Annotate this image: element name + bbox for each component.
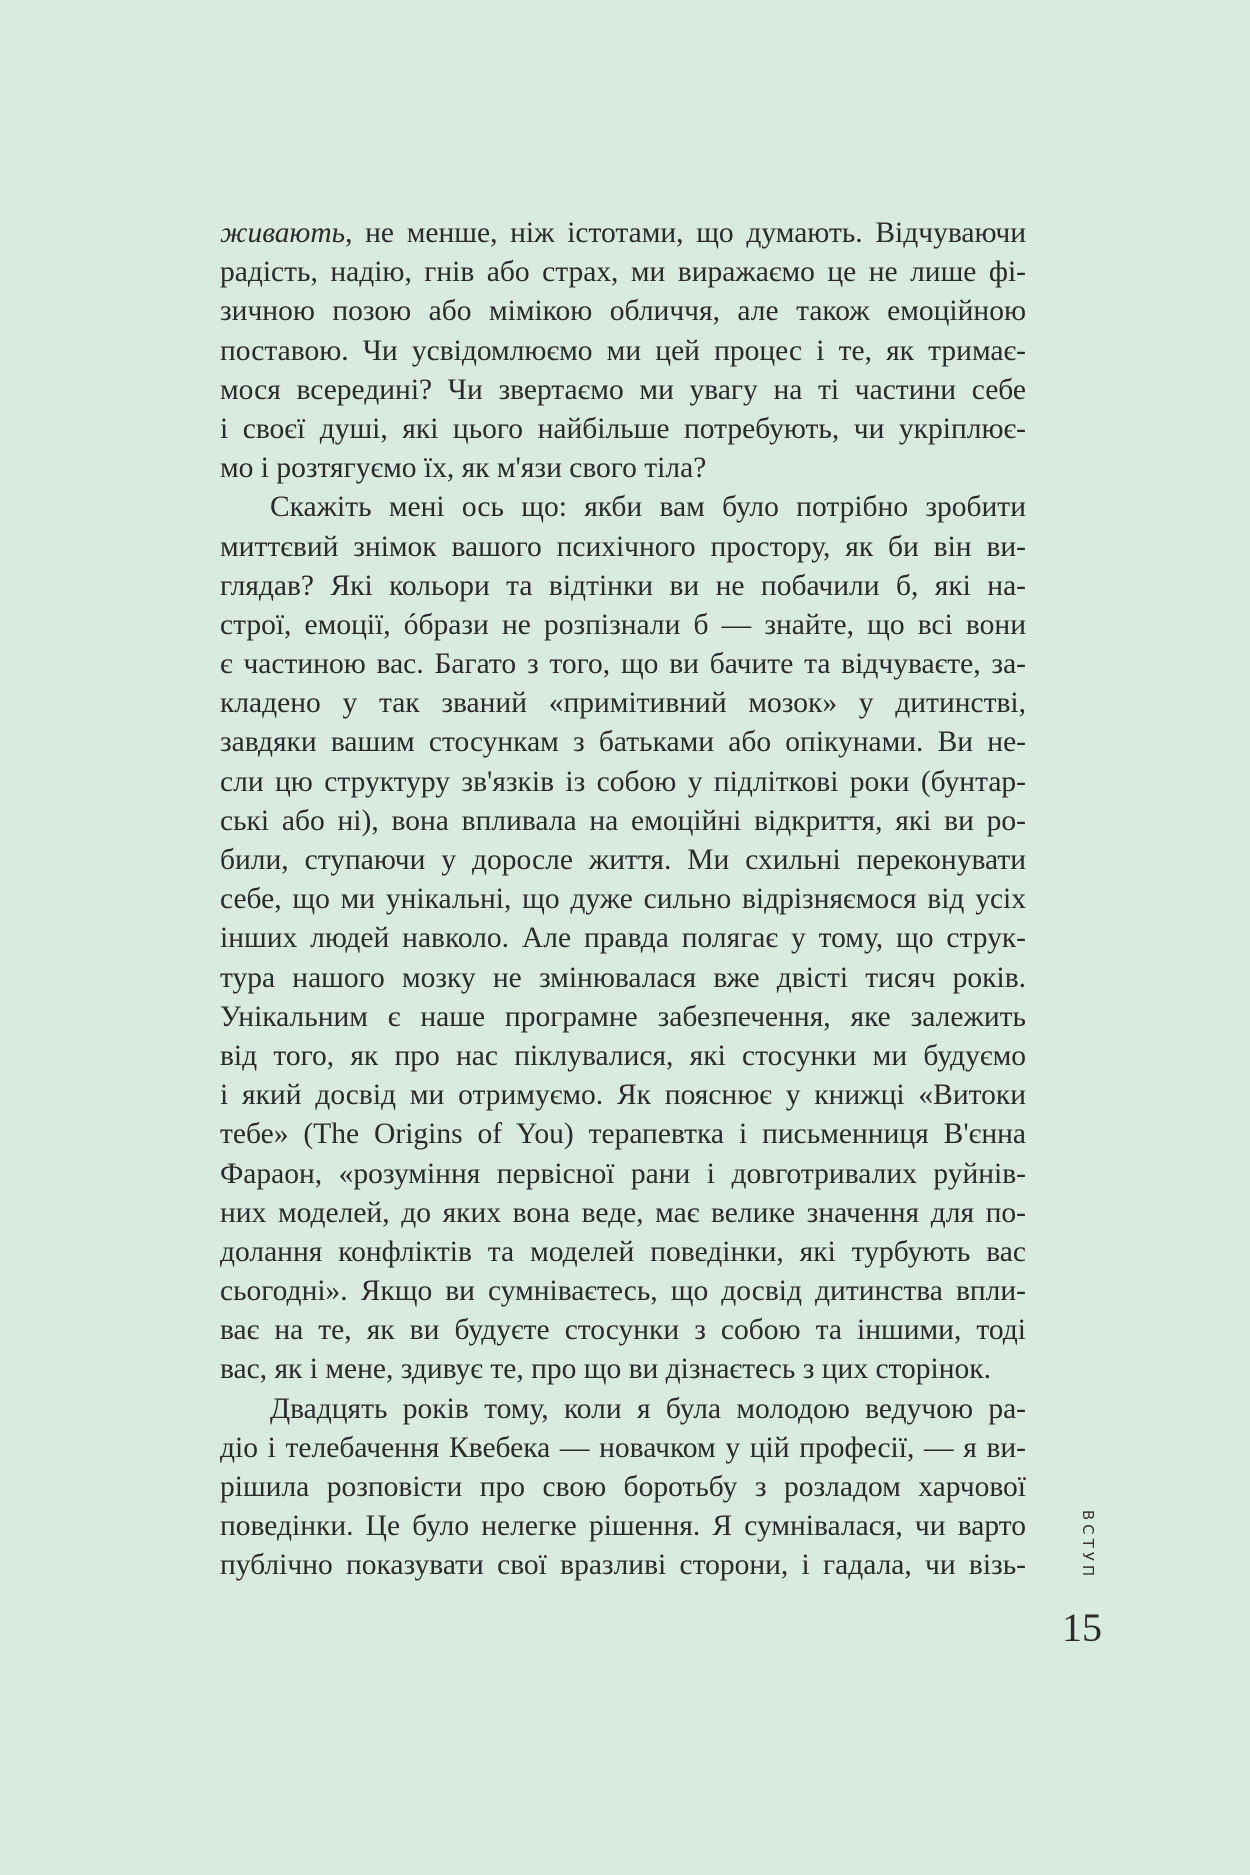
text-line: тура нашого мозку не змінювалася вже двісті тисяч років.: [220, 961, 1026, 994]
text-line: поставою. Чи усвідомлюємо ми цей процес і те, як тримає-: [220, 334, 1026, 367]
text-line: Двадцять років тому, коли я була молодою ведучою ра-: [270, 1392, 1026, 1425]
text-line: себе, що ми унікальні, що дуже сильно відрізняємося від усіх: [220, 883, 1026, 916]
text-line: Фараон, «розуміння первісної рани і довготривалих руйнів-: [220, 1157, 1026, 1190]
text-line: глядав? Які кольори та відтінки ви не побачили б, які на-: [220, 569, 1026, 602]
text-line: і своєї душі, які цього найбільше потребують, чи укріплює-: [220, 412, 1026, 445]
text-line: сьогодні». Якщо ви сумніваєтесь, що досвід дитинства впли-: [220, 1275, 1026, 1308]
text-line: і який досвід ми отримуємо. Як пояснює у книжці «Витоки: [220, 1079, 1026, 1112]
text-line: Скажіть мені ось що: якби вам було потрібно зробити: [270, 491, 1026, 524]
text-line: радість, надію, гнів або страх, ми виражаємо це не лише фі-: [220, 256, 1026, 289]
text-line: ські або ні), вона впливала на емоційні відкриття, які ви ро-: [220, 804, 1026, 837]
text-line: інших людей навколо. Але правда полягає у тому, що струк-: [220, 922, 1026, 955]
text-line: Унікальним є наше програмне забезпечення, яке залежить: [220, 1000, 1026, 1033]
text-line: є частиною вас. Багато з того, що ви бачите та відчуваєте, за-: [220, 648, 1026, 681]
text-line: миттєвий знімок вашого психічного простору, як би він ви-: [220, 530, 1026, 563]
text-line: тебе» (The Origins of You) терапевтка і письменниця В'єнна: [220, 1118, 1026, 1151]
text-line: поведінки. Це було нелегке рішення. Я сумнівалася, чи варто: [220, 1510, 1026, 1543]
paragraph-3: [220, 1390, 1026, 1586]
text-line: публічно показувати свої вразливі сторони, і гадала, чи візь-: [220, 1549, 1026, 1582]
text-line: кладено у так званий «примітивний мозок» у дитинстві,: [220, 687, 1026, 720]
paragraph-1: [220, 214, 1026, 488]
text-line: рішила розповісти про свою боротьбу з розладом харчової: [220, 1471, 1026, 1503]
text-line: діо і телебачення Квебека — новачком у цій професії, — я ви-: [220, 1431, 1026, 1464]
text-line: завдяки вашим стосункам з батьками або опікунами. Ви не-: [220, 726, 1026, 759]
text-line: били, ступаючи у доросле життя. Ми схильні переконувати: [220, 844, 1026, 876]
text-line: живають, не менше, ніж істотами, що думають. Відчуваючи: [220, 217, 1026, 249]
text-line: долання конфліктів та моделей поведінки, які турбують вас: [220, 1235, 1026, 1268]
body-text: [220, 214, 1026, 1586]
paragraph-2: [220, 488, 1026, 1389]
italic-word: живають: [220, 217, 346, 249]
section-running-head: [1068, 1505, 1108, 1585]
text-line: від того, як про нас піклувалися, які стосунки ми будуємо: [220, 1039, 1026, 1072]
text-line: строї, емоції, óбрази не розпізнали б — знайте, що всі вони: [220, 608, 1026, 641]
text-line: ває на те, як ви будуєте стосунки з собою та іншими, тоді: [220, 1314, 1026, 1347]
text-line: мо і розтягуємо їх, як м'язи свого тіла?: [220, 452, 707, 485]
page-number: 15: [1062, 1605, 1102, 1650]
text-line: зичною позою або мімікою обличчя, але також емоційною: [220, 295, 1026, 328]
text-line: них моделей, до яких вона веде, має велике значення для по-: [220, 1196, 1026, 1229]
text-line: вас, як і мене, здивує те, про що ви дізнаєтесь з цих сторінок.: [220, 1353, 991, 1386]
text-line: мося всередині? Чи звертаємо ми увагу на ті частини себе: [220, 373, 1026, 406]
section-label-text: ВСТУП: [1079, 1509, 1098, 1581]
text-line: сли цю структуру зв'язків із собою у підліткові роки (бунтар-: [220, 765, 1026, 798]
